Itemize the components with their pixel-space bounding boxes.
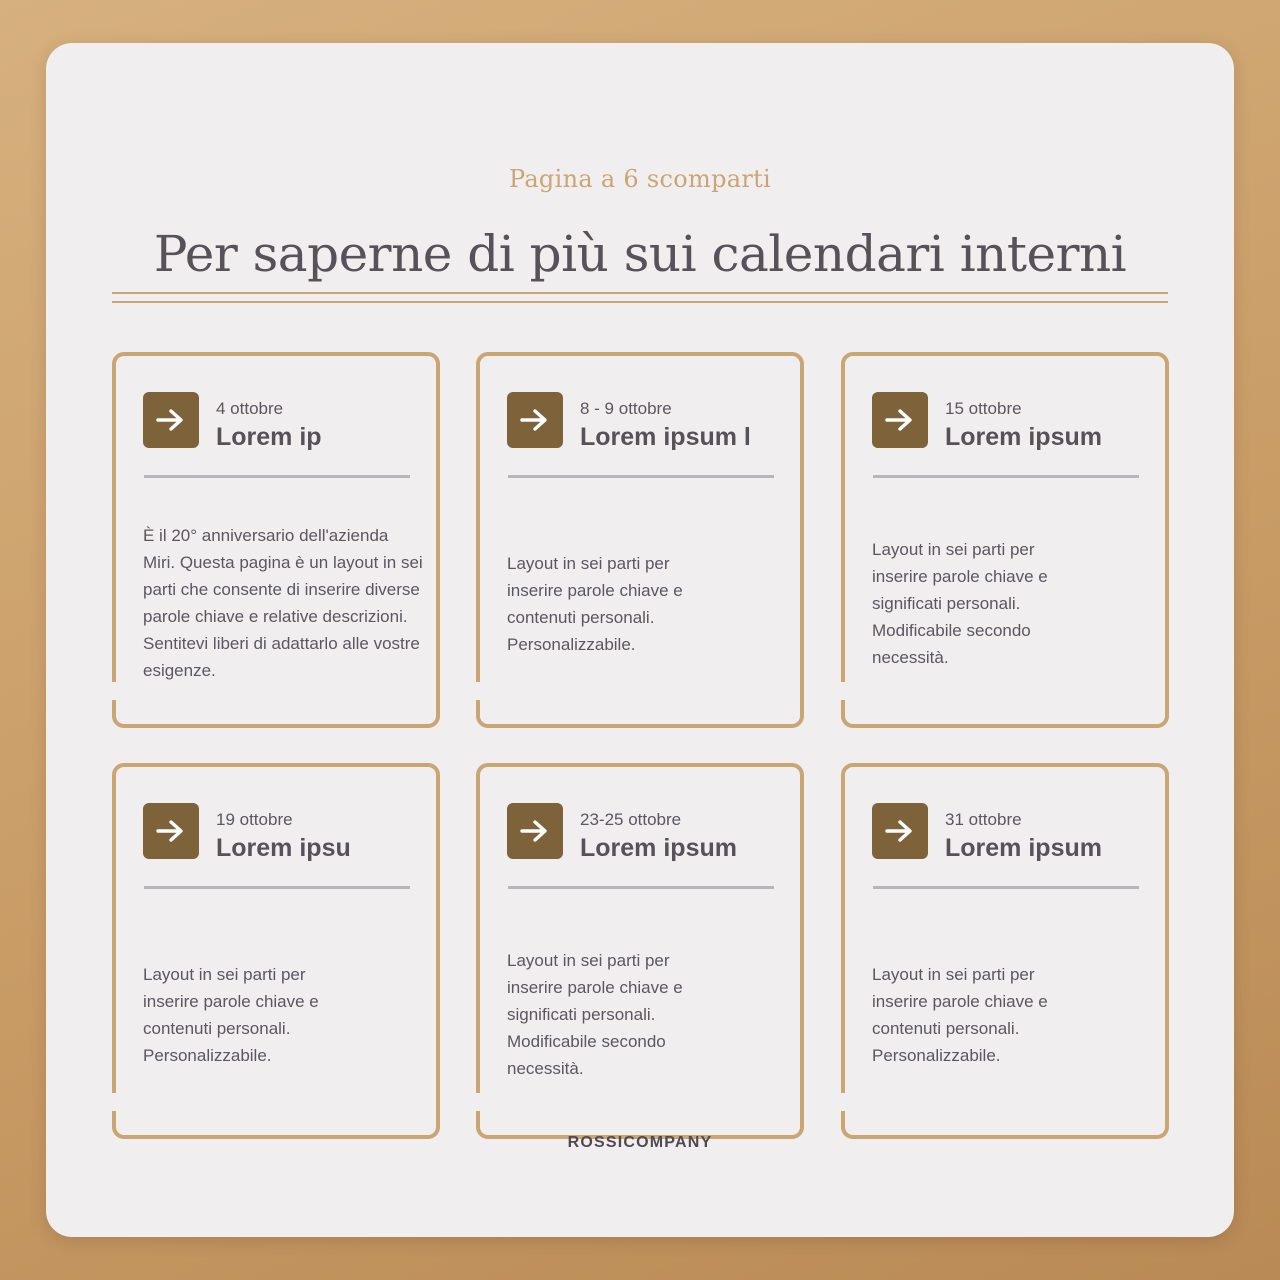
card-description: Layout in sei parti per inserire parole chiave e contenuti personali. Personalizzabile. — [507, 554, 683, 654]
card-date: 15 ottobre — [945, 399, 1022, 418]
info-card — [112, 763, 440, 1139]
card-date: 31 ottobre — [945, 810, 1022, 829]
card-date: 8 - 9 ottobre — [580, 399, 672, 418]
card-divider — [508, 886, 774, 889]
brand-wordmark: ROSSICOMPANY — [567, 1134, 713, 1151]
card-description: Layout in sei parti per inserire parole chiave e contenuti personali. Personalizzabile. — [872, 965, 1048, 1065]
card-divider — [144, 886, 410, 889]
card-title: Lorem ipsum l — [580, 423, 751, 451]
title-divider-bottom — [112, 301, 1168, 303]
arrow-right-icon — [507, 803, 563, 859]
arrow-right-icon — [872, 392, 928, 448]
card-title: Lorem ipsum — [945, 834, 1102, 862]
card-description: Layout in sei parti per inserire parole chiave e significati personali. Modificabile secondo necessità. — [507, 951, 683, 1078]
card-title: Lorem ip — [216, 423, 322, 451]
page-eyebrow: Pagina a 6 scomparti — [508, 165, 772, 193]
card-description: Layout in sei parti per inserire parole chiave e significati personali. Modificabile secondo necessità. — [872, 540, 1048, 667]
title-divider-top — [112, 292, 1168, 294]
info-card — [112, 352, 440, 728]
info-card — [476, 763, 804, 1139]
card-date: 4 ottobre — [216, 399, 284, 418]
card-divider — [873, 475, 1139, 478]
info-card — [476, 352, 804, 728]
card-date: 23-25 ottobre — [580, 810, 682, 829]
arrow-right-icon — [507, 392, 563, 448]
arrow-right-icon — [143, 392, 199, 448]
arrow-right-icon — [143, 803, 199, 859]
card-divider — [873, 886, 1139, 889]
card-title: Lorem ipsu — [216, 834, 351, 862]
arrow-right-icon — [872, 803, 928, 859]
card-description: È il 20° anniversario dell'azienda Miri. Questa pagina è un layout in sei parti che consente di inserire diverse parole chiave e relative descrizioni. Sentitevi liberi di adattarlo alle vostre esigenze. — [143, 526, 423, 680]
card-date: 19 ottobre — [216, 810, 293, 829]
card-divider — [508, 475, 774, 478]
info-card — [841, 763, 1169, 1139]
info-card — [841, 352, 1169, 728]
card-divider — [144, 475, 410, 478]
card-title: Lorem ipsum — [580, 834, 737, 862]
card-description: Layout in sei parti per inserire parole chiave e contenuti personali. Personalizzabile. — [143, 965, 319, 1065]
card-title: Lorem ipsum — [945, 423, 1102, 451]
page-title: Per saperne di più sui calendari interni — [153, 225, 1127, 283]
